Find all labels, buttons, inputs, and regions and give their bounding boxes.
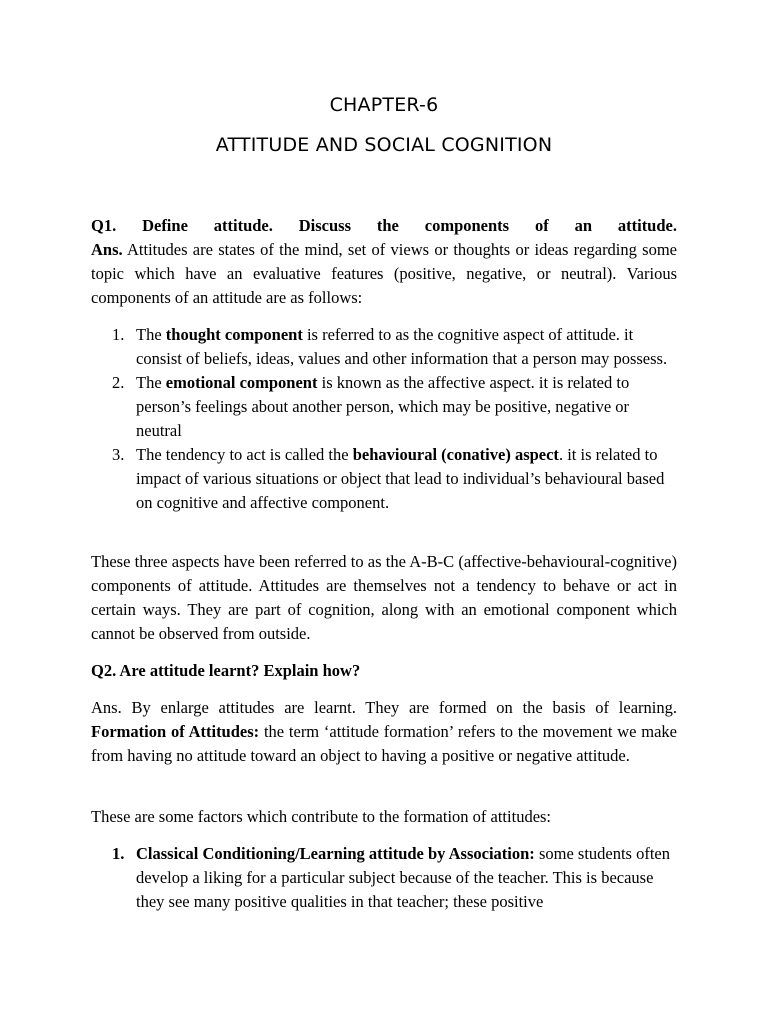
factors-list-wrap (91, 842, 677, 914)
list-number: 1. (112, 325, 125, 344)
formation-label: Formation of Attitudes: (91, 722, 260, 741)
chapter-subtitle: ATTITUDE AND SOCIAL COGNITION (215, 134, 553, 156)
list-item: 1. The thought component is referred to as the cognitive aspect of attitude. it consist of beliefs, ideas, values and other information that a person may possess. (112, 325, 668, 368)
formation-text: the term ‘attitude formation’ refers to the movement we make from having no attitude toward an object to having a positive or negative attitude. (91, 722, 677, 765)
q1-summary: These three aspects have been referred to as the A-B-C (affective-behavioural-cognitive) components of attitude. Attitudes are themselves not a tendency to behave or act in certain ways. They are part of cognition, along with an emotional component which cannot be observed from outside. (91, 552, 677, 643)
q1-answer-text: Attitudes are states of the mind, set of views or thoughts or ideas regarding some topic which have an evaluative features (positive, negative, or neutral). Various components of an attitude are as follows: (91, 240, 678, 307)
factors-intro: These are some factors which contribute to the formation of attitudes: (91, 807, 552, 826)
q1-section (91, 214, 677, 310)
list-number: 3. (112, 445, 125, 464)
factors-list (91, 842, 677, 914)
term-thought-component: thought component (165, 325, 303, 344)
q2-answer-text: Ans. By enlarge attitudes are learnt. They are formed on the basis of learning. (91, 698, 677, 717)
list-item: 2. The emotional component is known as the affective aspect. it is related to person’s feelings about another person, which may be positive, negative or neutral (112, 373, 630, 440)
term-classical-conditioning: Classical Conditioning/Learning attitude by Association: (136, 844, 535, 863)
q2-answer-wrap (91, 696, 677, 768)
list-item: 1. Classical Conditioning/Learning attitude by Association: some students often develop a liking for a particular subject because of the teacher. This is because they see many positive qualities in that teacher; these positive (112, 844, 671, 911)
term-emotional-component: emotional component (165, 373, 318, 392)
q1-summary-wrap (91, 550, 677, 646)
q2-section (91, 659, 677, 683)
list-number: 1. (112, 844, 125, 863)
q1-components-list-wrap (91, 323, 677, 515)
q2-question: Q2. Are attitude learnt? Explain how? (91, 661, 361, 680)
list-number: 2. (112, 373, 125, 392)
chapter-title: CHAPTER-6 (329, 94, 439, 116)
q1-question: Q1. Define attitude. Discuss the components of an attitude. (91, 216, 677, 235)
factors-intro-wrap (91, 805, 677, 829)
answer-label: Ans. (91, 240, 123, 259)
q1-components-list (91, 323, 677, 515)
q1-answer (91, 238, 677, 310)
term-behavioural-aspect: behavioural (conative) aspect (352, 445, 559, 464)
q2-answer (91, 696, 677, 768)
list-item: 3. The tendency to act is called the behavioural (conative) aspect. it is related to impact of various situations or object that lead to individual’s behavioural based on cognitive and affective component. (112, 445, 665, 512)
